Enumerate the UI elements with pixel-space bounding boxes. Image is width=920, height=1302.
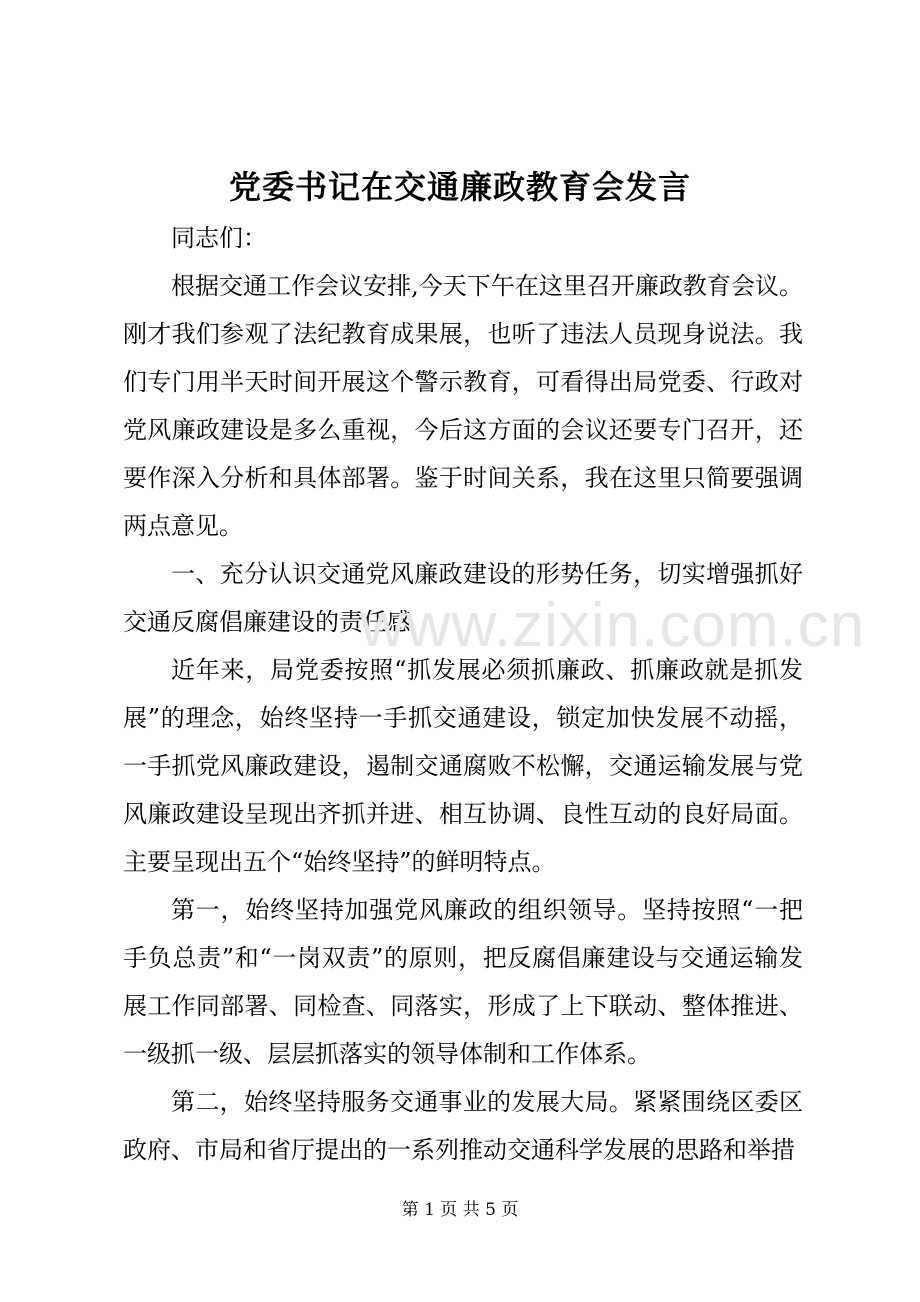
salutation-paragraph: 同志们： — [171, 224, 267, 252]
body-paragraph: 第一，始终坚持加强党风廉政的组织领导。坚持按照“一把手负总责”和“一岗双责”的原则，把反腐倡廉建设与交通运输发展工作同部署、同检查、同落实，形成了上下联动、整体推进、一级抓一级、层层抓落实的领导体制和工作体系。 — [123, 896, 803, 1068]
document-body — [123, 214, 803, 1174]
section-heading-paragraph: 一、充分认识交通党风廉政建设的形势任务，切实增强抓好交通反腐倡廉建设的责任感 — [123, 560, 803, 636]
body-paragraph: 根据交通工作会议安排,今天下午在这里召开廉政教育会议。刚才我们参观了法纪教育成果展，也听了违法人员现身说法。我们专门用半天时间开展这个警示教育，可看得出局党委、行政对党风廉政建设是多么重视，今后这方面的会议还要专门召开，还要作深入分析和具体部署。鉴于时间关系，我在这里只简要强调两点意见。 — [123, 272, 803, 540]
document-title: 党委书记在交通廉政教育会发言 — [228, 168, 691, 206]
page-footer: 第 1 页 共 5 页 — [401, 1200, 519, 1220]
watermark: www.zixin.com.cn — [360, 591, 866, 660]
body-paragraph: 近年来，局党委按照“抓发展必须抓廉政、抓廉政就是抓发展”的理念，始终坚持一手抓交通建设，锁定加快发展不动摇，一手抓党风廉政建设，遏制交通腐败不松懈，交通运输发展与党风廉政建设呈现出齐抓并进、相互协调、良性互动的良好局面。主要呈现出五个“始终坚持”的鲜明特点。 — [123, 656, 803, 876]
body-paragraph: 第二，始终坚持服务交通事业的发展大局。紧紧围绕区委区政府、市局和省厅提出的一系列推动交通科学发展的思路和举措 — [123, 1088, 803, 1164]
